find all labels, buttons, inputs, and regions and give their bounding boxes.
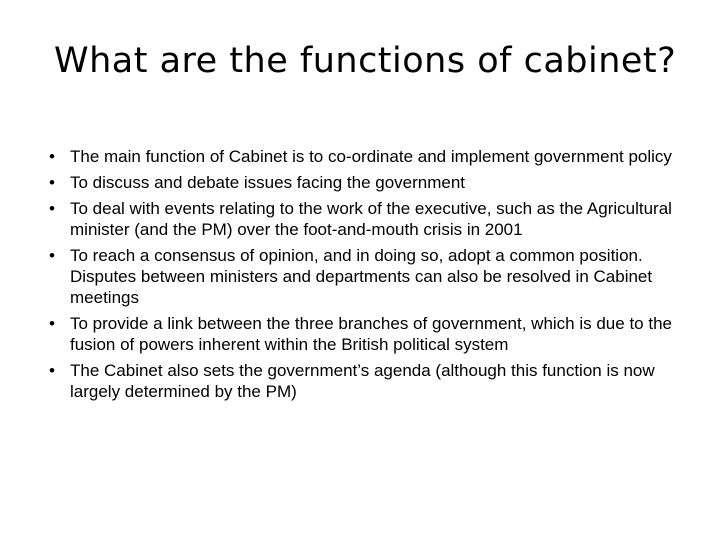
bullet-text: The main function of Cabinet is to co-ordinate and implement government policy xyxy=(70,147,672,166)
bullet-item xyxy=(46,313,706,355)
bullet-item xyxy=(46,146,706,167)
bullet-item xyxy=(46,198,706,240)
bullet-text: To reach a consensus of opinion, and in doing so, adopt a common position. Disputes between ministers and departments can also be resolved in Cabinet meetings xyxy=(70,246,653,307)
bullet-icon: • xyxy=(49,361,55,380)
bullet-item xyxy=(46,360,706,402)
bullet-text: To provide a link between the three branches of government, which is due to the fusion of powers inherent within the British political system xyxy=(70,314,672,354)
bullet-item xyxy=(46,172,706,193)
slide-title: What are the functions of cabinet? xyxy=(54,41,677,81)
bullet-text: The Cabinet also sets the government’s agenda (although this function is now largely determined by the PM) xyxy=(70,361,655,401)
bullet-icon: • xyxy=(49,314,55,333)
bullet-list xyxy=(46,146,706,407)
bullet-icon: • xyxy=(49,199,55,218)
bullet-icon: • xyxy=(49,246,55,265)
bullet-text: To deal with events relating to the work of the executive, such as the Agricultural minister (and the PM) over the foot-and-mouth crisis in 2001 xyxy=(70,199,672,239)
bullet-text: To discuss and debate issues facing the government xyxy=(70,173,466,192)
bullet-item xyxy=(46,245,706,308)
bullet-icon: • xyxy=(49,173,55,192)
bullet-icon: • xyxy=(49,147,55,166)
